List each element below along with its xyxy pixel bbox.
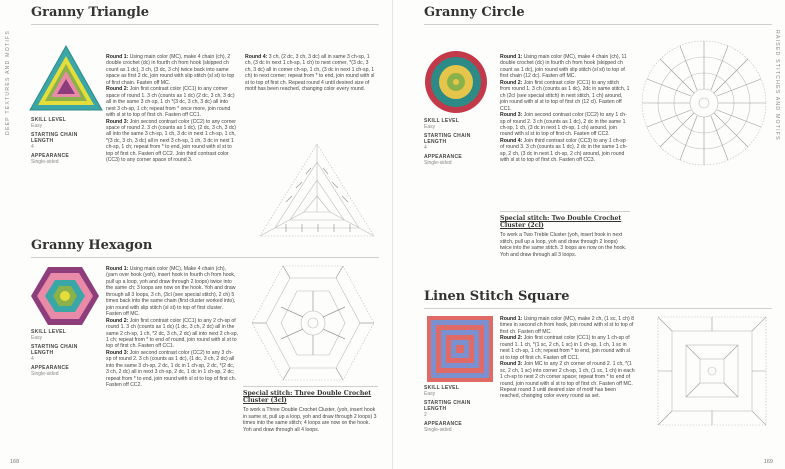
round-paragraph: Round 3: Join MC to any 2 ch corner of round 2. 1 ch, *(1 sc, 2 ch, 1 sc) into corner 2 ch-sp, 1 ch, (1 sc, 1 ch) in each 1 ch-sp to next 2 ch corner space; repeat from * to end of round, join round with sl st to top of first ch. Fasten off MC. Repeat round 3 until desired size of motif has been reached, changing color every round as set. — [500, 361, 635, 400]
granny-circle-chart — [639, 38, 769, 168]
round-paragraph: Round 1: Using main color (MC), make 4 chain (ch), 2 double crochet (dc) in fourth ch from hook (skipped ch count as 1 dc), 3 ch, (3 dc, 3 ch) twice back into same space as first 2 dc, join round with slip stitch (sl st) to top of first chain. Fasten off MC. — [106, 54, 235, 86]
linen-square-title: Linen Stitch Square — [424, 289, 570, 304]
granny-hexagon-title: Granny Hexagon — [31, 238, 153, 253]
starting-chain-label: STARTING CHAIN LENGTH — [424, 133, 471, 145]
round-paragraph: Round 3: Join second contrast color (CC2) to any 1 ch-sp of round 2. 3 ch (counts as 1 dc), 2 dc in the same 1 ch-sp, 1 ch, (3 dc in next 1 ch-sp, 1 ch) around, join round with sl st to top of first ch. Fasten off CC2. — [500, 112, 627, 138]
skill-level-label: SKILL LEVEL — [31, 117, 67, 123]
special-stitch-text: To work a Three Double Crochet Cluster, (yoh, insert hook in same st, pull up a loop, yoh and draw through 2 loops) 3 times into the same stitch; 4 loops are now on the hook. Yoh and draw through all 4 loops. — [243, 407, 377, 433]
page-number-left: 168 — [10, 459, 20, 465]
granny-triangle-instructions-col2 — [245, 54, 375, 93]
skill-level-label: SKILL LEVEL — [31, 329, 67, 335]
round-paragraph: Round 2: Join first contrast color (CC1) to any 1 ch-sp of round 1. 1 ch, *(1 sc, 2 ch, 1 sc) in 1 ch-sp, 1 ch, 1 sc in next 1 ch-sp, 1 ch; repeat from * to end, join round with sl st to top of first ch. Fasten off CC1. — [500, 335, 631, 361]
round-paragraph: Round 3: Join second contrast color (CC2) to any 3 ch-sp of round 2. 3 ch (counts as 1 dc), (1 dc, 3 ch, 2 dc) all into the same 3 ch-sp, 2 dc, 1 dc in 1 ch-sp, 2 dc, *(2 dc, 3 ch, 2 dc) all in next 3 ch-sp, 2 dc, 1 dc in 1 ch-sp, 2 dc; repeat from * to end, join round with sl st to top of first ch. Fasten off CC2. — [106, 349, 237, 389]
round-paragraph: Round 1: Using main color (MC), make 2 ch, (1 sc, 1 ch) 8 times in second ch from hook, join round with sl st to top of first ch. Fasten off MC. — [500, 316, 634, 335]
running-head-right: RAISED STITCHES AND MOTIFS — [774, 30, 780, 141]
starting-chain-label: STARTING CHAIN LENGTH — [424, 400, 471, 412]
round-paragraph: Round 4: Join third contrast color (CC3) to any 1 ch-sp of round 3. 3 ch (counts as 1 dc), 2 dc in the same 1 ch-sp, 2 ch, (3 dc in next 1 ch-sp, 2 ch) around, join round with sl st to top of first ch. Fasten off CC3. — [500, 137, 628, 164]
section-rule — [424, 308, 772, 309]
round-paragraph: Round 3: Join second contrast color (CC2) to any corner space of round 2. 3 ch (counts as 1 dc), (2 dc, 3 ch, 3 dc) all into the same 3 ch-sp, 1 ch, 3 dc in next 1 ch-sp, 1 ch, *(3 dc, 3 ch, 3 dc) all in next 3 ch-sp, 1 ch, 3 dc in next 1 ch-sp, 1 ch; repeat from * to end, join round with sl st to top of first ch. Fasten off CC2. Join third contrast color (CC3) to any corner space of round 3. — [106, 118, 237, 164]
section-rule — [31, 24, 379, 25]
round-paragraph: Round 1: Using main color (MC), make 4 chain (ch), 11 double crochet (dc) in fourth ch from hook (skipped ch count as 1 dc), join round with slip stitch (sl st) to top of first chain (12 dc). Fasten off MC. — [500, 54, 627, 80]
three-dc-cluster-note — [243, 386, 378, 433]
left-page — [0, 0, 392, 469]
skill-level-value: Easy — [424, 124, 436, 130]
appearance-label: APPEARANCE — [424, 154, 463, 160]
granny-hexagon-chart — [248, 262, 378, 384]
skill-level-label: SKILL LEVEL — [424, 118, 460, 124]
round-paragraph: Round 4: 3 ch, (2 dc, 3 ch, 3 dc) all in same 3 ch-sp, 1 ch, (3 dc in next 1 ch-sp, 1 ch) to next corner, *(3 dc, 3 ch, 3 dc) all in corner ch-sp, 1 ch, (3 dc in next 1 ch-sp, 1 ch) to next corner; repeat from * to end, join round with sl st to top of first ch. Repeat round 4 until desired size of motif has been reached, changing color every round. — [245, 54, 375, 93]
starting-chain-value: 2 — [424, 412, 427, 418]
running-head-left: DEEP TEXTURES AND MOTIFS — [5, 30, 11, 135]
appearance-label: APPEARANCE — [424, 421, 463, 427]
linen-square-meta — [424, 385, 494, 436]
page-number-right: 169 — [763, 459, 773, 465]
round-paragraph: Round 2: Join first contrast color (CC1) to any corner space of round 1. 3 ch (counts as 1 dc) (2 dc, 3 ch, 3 dc) all in the same 3 ch-sp, 1 ch *(3 dc, 3 ch, 3 dc) all into next 3 ch-sp, 1 ch; repeat from * once more, join round with sl st to top of first ch. Fasten off CC1. — [106, 86, 235, 119]
granny-circle-meta — [424, 118, 494, 169]
special-stitch-heading: Special stitch: Three Double Crochet Cluster (3cl) — [243, 386, 378, 404]
round-paragraph: Round 1: Using main color (MC), Make 4 chain (ch), (yarn over hook (yoh), insert hook in fourth ch from hook, pull up a loop, yoh and draw through 2 loops) twice into the same ch; 3 loops are now on the hook. Yoh and draw through all 3 loops, 3 ch, (3cl (see special stitch), 2 ch) 5 times back into the same chain (first cluster worked into), join round with slip stitch (sl st) to top of first cluster. Fasten off MC. — [106, 266, 236, 318]
granny-circle-instructions — [500, 54, 630, 164]
appearance-value: Single-sided — [31, 371, 59, 377]
appearance-value: Single-sided — [424, 427, 452, 433]
round-paragraph: Round 2: Join first contrast color (CC1) to any 2 ch-sp of round 1. 3 ch (counts as 1 dc) (1 dc, 3 ch, 2 dc) all in the same 2 ch-sp, 1 ch, *2 dc, 3 ch, 2 dc) all into next 2 ch-sp, 1 ch; repeat from * to end of round, join round with sl st to top of first ch. Fasten off CC1. — [106, 317, 239, 350]
granny-triangle-instructions-col1 — [106, 54, 238, 164]
granny-triangle-photo — [28, 44, 104, 114]
granny-circle-title: Granny Circle — [424, 5, 525, 20]
granny-hexagon-meta — [31, 329, 101, 380]
granny-hexagon-instructions — [106, 266, 238, 389]
two-dc-cluster-note — [500, 211, 630, 258]
granny-hexagon-photo — [30, 265, 100, 327]
linen-square-chart — [655, 314, 769, 428]
linen-square-photo — [427, 316, 493, 382]
section-rule — [424, 24, 772, 25]
granny-triangle-title: Granny Triangle — [31, 5, 150, 20]
skill-level-value: Easy — [31, 123, 43, 129]
skill-level-value: Easy — [424, 391, 436, 397]
starting-chain-label: STARTING CHAIN LENGTH — [31, 344, 78, 356]
appearance-value: Single-sided — [424, 160, 452, 166]
skill-level-label: SKILL LEVEL — [424, 385, 460, 391]
starting-chain-value: 4 — [31, 144, 34, 150]
starting-chain-value: 4 — [31, 356, 34, 362]
linen-square-instructions — [500, 316, 635, 400]
appearance-label: APPEARANCE — [31, 153, 70, 159]
appearance-value: Single-sided — [31, 159, 59, 165]
special-stitch-text: To work a Two Treble Cluster (yoh, insert hook in next stitch, pull up a loop, yoh and draw through 2 loops) twice into the same stitch. 3 loops are now on the hook. Yoh and draw through all 3 loops. — [500, 232, 627, 258]
section-rule — [31, 257, 379, 258]
right-page — [393, 0, 785, 469]
granny-triangle-chart — [256, 140, 378, 240]
starting-chain-label: STARTING CHAIN LENGTH — [31, 132, 78, 144]
round-paragraph: Round 2: Join first contrast color (CC1) to any stitch from round 1. 3 ch (counts as 1 dc), 2dc in same stitch, 1 ch (2cl (see special stitch) in next stitch, 1 ch) around, join round with sl st to top of first ch (12 cl). Fasten off CC1. — [500, 79, 630, 112]
appearance-label: APPEARANCE — [31, 365, 70, 371]
special-stitch-heading: Special stitch: Two Double Crochet Cluster (2cl) — [500, 211, 630, 229]
skill-level-value: Easy — [31, 335, 43, 341]
granny-triangle-meta — [31, 117, 101, 168]
granny-circle-photo — [424, 50, 488, 114]
starting-chain-value: 4 — [424, 145, 427, 151]
